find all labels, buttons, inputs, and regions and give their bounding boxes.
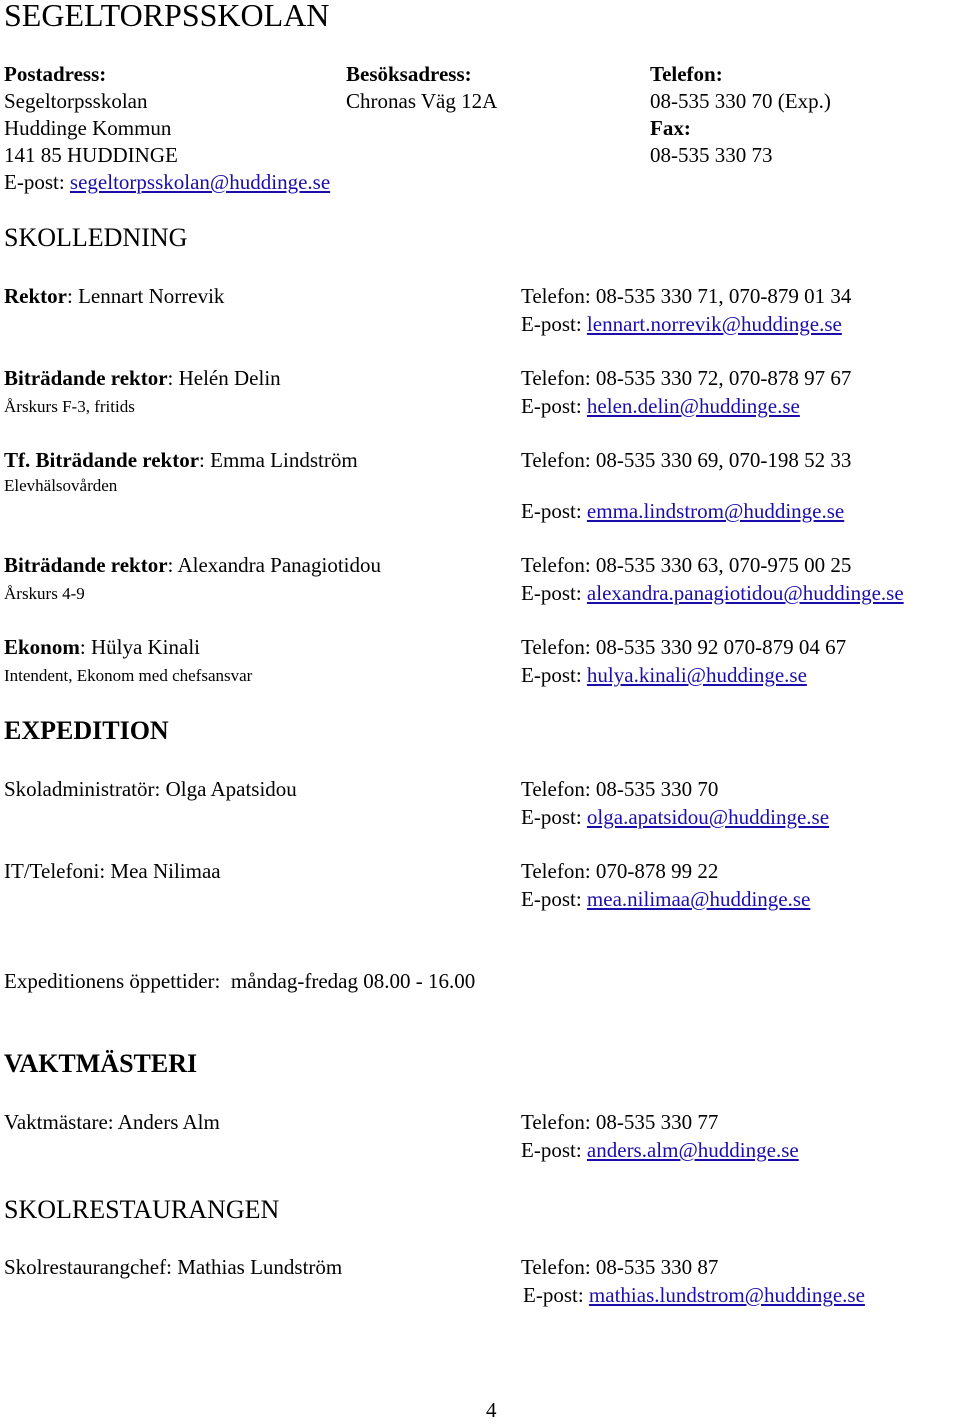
staff-phone: Telefon: 070-878 99 22 <box>521 859 719 883</box>
email-label: E-post: <box>521 581 587 605</box>
email-label: E-post: <box>521 394 587 418</box>
page-number: 4 <box>486 1398 497 1422</box>
besoksadress-value: Chronas Väg 12A <box>346 89 498 113</box>
email-label: E-post: <box>521 887 587 911</box>
staff-role: Biträdande rektor <box>4 366 168 390</box>
telefon-label: Telefon: <box>650 62 723 86</box>
staff-email-link[interactable]: anders.alm@huddinge.se <box>586 1138 799 1162</box>
staff-name-row <box>4 551 381 579</box>
staff-name-row <box>4 633 200 661</box>
email-label: E-post: <box>521 1138 587 1162</box>
staff-phone: Telefon: 08-535 330 92 070-879 04 67 <box>521 635 847 659</box>
staff-email-row <box>521 310 842 338</box>
postadress-line: Segeltorpsskolan <box>4 89 148 113</box>
staff-name-row <box>4 364 281 392</box>
postadress-line: Huddinge Kommun <box>4 116 172 140</box>
staff-email-row <box>521 885 810 913</box>
staff-phone: Telefon: 08-535 330 70 <box>521 777 719 801</box>
page-title: SEGELTORPSSKOLAN <box>4 0 330 33</box>
email-label: E-post: <box>521 312 587 336</box>
staff-email-row <box>521 661 807 689</box>
staff-phone: Telefon: 08-535 330 72, 070-878 97 67 <box>521 366 852 390</box>
expedition-heading: EXPEDITION <box>4 716 169 745</box>
staff-email-link[interactable]: hulya.kinali@huddinge.se <box>586 663 807 687</box>
staff-phone: Telefon: 08-535 330 71, 070-879 01 34 <box>521 284 852 308</box>
staff-name: : Alexandra Panagiotidou <box>167 553 381 577</box>
email-label: E-post: <box>4 170 70 194</box>
postadress-line: 141 85 HUDDINGE <box>4 143 178 167</box>
staff-email-row <box>521 1136 799 1164</box>
staff-email-link[interactable]: mea.nilimaa@huddinge.se <box>586 887 811 911</box>
staff-email-row <box>521 579 904 607</box>
staff-name: Skoladministratör: Olga Apatsidou <box>4 777 297 801</box>
staff-phone: Telefon: 08-535 330 63, 070-975 00 25 <box>521 553 852 577</box>
staff-name: : Helén Delin <box>167 366 281 390</box>
postadress-label: Postadress: <box>4 62 107 86</box>
school-email-link[interactable]: segeltorpsskolan@huddinge.se <box>69 170 331 194</box>
staff-name: : Lennart Norrevik <box>66 284 225 308</box>
staff-email-row <box>521 497 844 525</box>
fax-value: 08-535 330 73 <box>650 143 773 167</box>
skolledning-heading: SKOLLEDNING <box>4 223 188 252</box>
staff-name: Vaktmästare: Anders Alm <box>4 1110 220 1134</box>
staff-subtitle: Elevhälsovården <box>4 476 118 495</box>
staff-email-row <box>521 392 800 420</box>
staff-email-row <box>523 1281 865 1309</box>
vaktmasteri-heading: VAKTMÄSTERI <box>4 1049 198 1078</box>
telefon-value: 08-535 330 70 (Exp.) <box>650 89 831 113</box>
school-email-row <box>4 168 330 196</box>
staff-subtitle: Årskurs F-3, fritids <box>4 397 135 416</box>
staff-role: Rektor <box>4 284 67 308</box>
staff-email-link[interactable]: lennart.norrevik@huddinge.se <box>586 312 842 336</box>
staff-name-row <box>4 282 224 310</box>
opening-hours: Expeditionens öppettider: måndag-fredag 08.00 - 16.00 <box>4 969 476 993</box>
staff-email-link[interactable]: emma.lindstrom@huddinge.se <box>586 499 845 523</box>
email-label: E-post: <box>521 499 587 523</box>
email-label: E-post: <box>521 663 587 687</box>
skolrestaurangen-heading: SKOLRESTAURANGEN <box>4 1195 280 1224</box>
staff-email-row <box>521 803 829 831</box>
staff-name-row <box>4 446 358 474</box>
staff-email-link[interactable]: olga.apatsidou@huddinge.se <box>586 805 830 829</box>
staff-name: Skolrestaurangchef: Mathias Lundström <box>4 1255 343 1279</box>
staff-subtitle: Intendent, Ekonom med chefsansvar <box>4 666 253 685</box>
staff-name: IT/Telefoni: Mea Nilimaa <box>4 859 221 883</box>
staff-phone: Telefon: 08-535 330 87 <box>521 1255 719 1279</box>
staff-name: : Hülya Kinali <box>79 635 201 659</box>
besoksadress-label: Besöksadress: <box>346 62 472 86</box>
staff-role: Biträdande rektor <box>4 553 168 577</box>
email-label: E-post: <box>523 1283 589 1307</box>
staff-subtitle: Årskurs 4-9 <box>4 584 85 603</box>
staff-phone: Telefon: 08-535 330 69, 070-198 52 33 <box>521 448 852 472</box>
email-label: E-post: <box>521 805 587 829</box>
staff-role: Ekonom <box>4 635 80 659</box>
fax-label: Fax: <box>650 116 691 140</box>
staff-email-link[interactable]: helen.delin@huddinge.se <box>586 394 800 418</box>
staff-role: Tf. Biträdande rektor <box>4 448 200 472</box>
staff-email-link[interactable]: alexandra.panagiotidou@huddinge.se <box>586 581 904 605</box>
staff-email-link[interactable]: mathias.lundstrom@huddinge.se <box>588 1283 865 1307</box>
staff-phone: Telefon: 08-535 330 77 <box>521 1110 719 1134</box>
staff-name: : Emma Lindström <box>199 448 358 472</box>
